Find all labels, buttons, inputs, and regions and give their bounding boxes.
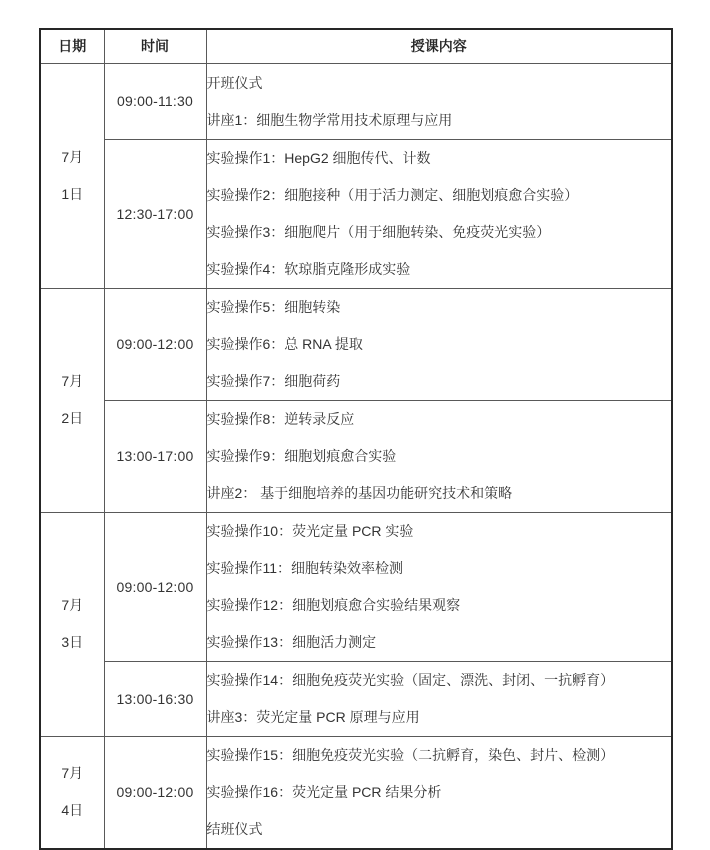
header-row — [40, 29, 672, 63]
header-date: 日期 — [40, 29, 104, 63]
date-line: 4日 — [61, 802, 84, 818]
time-cell: 09:00-12:00 — [104, 288, 206, 400]
content-cell — [206, 661, 672, 736]
content-cell — [206, 139, 672, 288]
date-cell — [40, 512, 104, 736]
table-row — [40, 512, 672, 661]
time-cell: 12:30-17:00 — [104, 139, 206, 288]
content-cell — [206, 63, 672, 139]
content-item: 讲座2： 基于细胞培养的基因功能研究技术和策略 — [206, 485, 513, 501]
date-line: 1日 — [61, 185, 84, 202]
table-row — [40, 139, 672, 288]
date-line: 2日 — [61, 410, 84, 426]
schedule-body — [40, 63, 672, 849]
date-line: 7月 — [61, 373, 84, 389]
content-item: 实验操作11：细胞转染效率检测 — [206, 560, 404, 576]
table-row — [40, 288, 672, 400]
table-row — [40, 400, 672, 512]
content-cell — [206, 512, 672, 661]
content-item: 实验操作13：细胞活力测定 — [206, 634, 377, 650]
table-header — [40, 29, 672, 63]
content-item: 实验操作12：细胞划痕愈合实验结果观察 — [206, 597, 461, 613]
content-cell — [206, 400, 672, 512]
time-cell: 09:00-12:00 — [104, 736, 206, 849]
date-cell — [40, 736, 104, 849]
content-item: 实验操作6：总 RNA 提取 — [206, 336, 363, 352]
time-cell: 09:00-12:00 — [104, 512, 206, 661]
table-row — [40, 661, 672, 736]
schedule-table-container — [39, 28, 673, 850]
content-item: 实验操作4：软琼脂克隆形成实验 — [206, 261, 411, 277]
date-cell — [40, 288, 104, 512]
date-line: 3日 — [61, 634, 84, 650]
date-line: 7月 — [61, 765, 84, 781]
header-content: 授课内容 — [206, 29, 672, 63]
time-cell: 13:00-17:00 — [104, 400, 206, 512]
content-item: 实验操作16：荧光定量 PCR 结果分析 — [206, 784, 442, 800]
content-cell — [206, 288, 672, 400]
content-item: 实验操作9：细胞划痕愈合实验 — [206, 448, 397, 464]
content-item: 实验操作5：细胞转染 — [206, 299, 341, 315]
table-row — [40, 736, 672, 849]
schedule-table — [39, 28, 673, 850]
time-cell: 09:00-11:30 — [104, 63, 206, 139]
content-item: 实验操作3：细胞爬片（用于细胞转染、免疫荧光实验） — [206, 224, 551, 240]
date-line: 7月 — [61, 148, 84, 165]
date-cell — [40, 63, 104, 288]
content-item: 实验操作14：细胞免疫荧光实验（固定、漂洗、封闭、一抗孵育） — [206, 672, 615, 688]
table-row — [40, 63, 672, 139]
content-item: 讲座3：荧光定量 PCR 原理与应用 — [206, 709, 420, 725]
content-item: 实验操作1：HepG2 细胞传代、计数 — [206, 150, 431, 166]
content-item: 开班仪式 — [206, 74, 263, 91]
content-item: 实验操作2：细胞接种（用于活力测定、细胞划痕愈合实验） — [206, 187, 579, 203]
content-cell — [206, 736, 672, 849]
content-item: 实验操作7：细胞荷药 — [206, 373, 341, 389]
content-item: 结班仪式 — [206, 821, 263, 837]
content-item: 实验操作8：逆转录反应 — [206, 411, 355, 427]
time-cell: 13:00-16:30 — [104, 661, 206, 736]
header-time: 时间 — [104, 29, 206, 63]
content-item: 实验操作15：细胞免疫荧光实验（二抗孵育，染色、封片、检测） — [206, 747, 615, 763]
date-line: 7月 — [61, 597, 84, 613]
content-item: 讲座1：细胞生物学常用技术原理与应用 — [206, 111, 453, 128]
content-item: 实验操作10：荧光定量 PCR 实验 — [206, 523, 414, 539]
